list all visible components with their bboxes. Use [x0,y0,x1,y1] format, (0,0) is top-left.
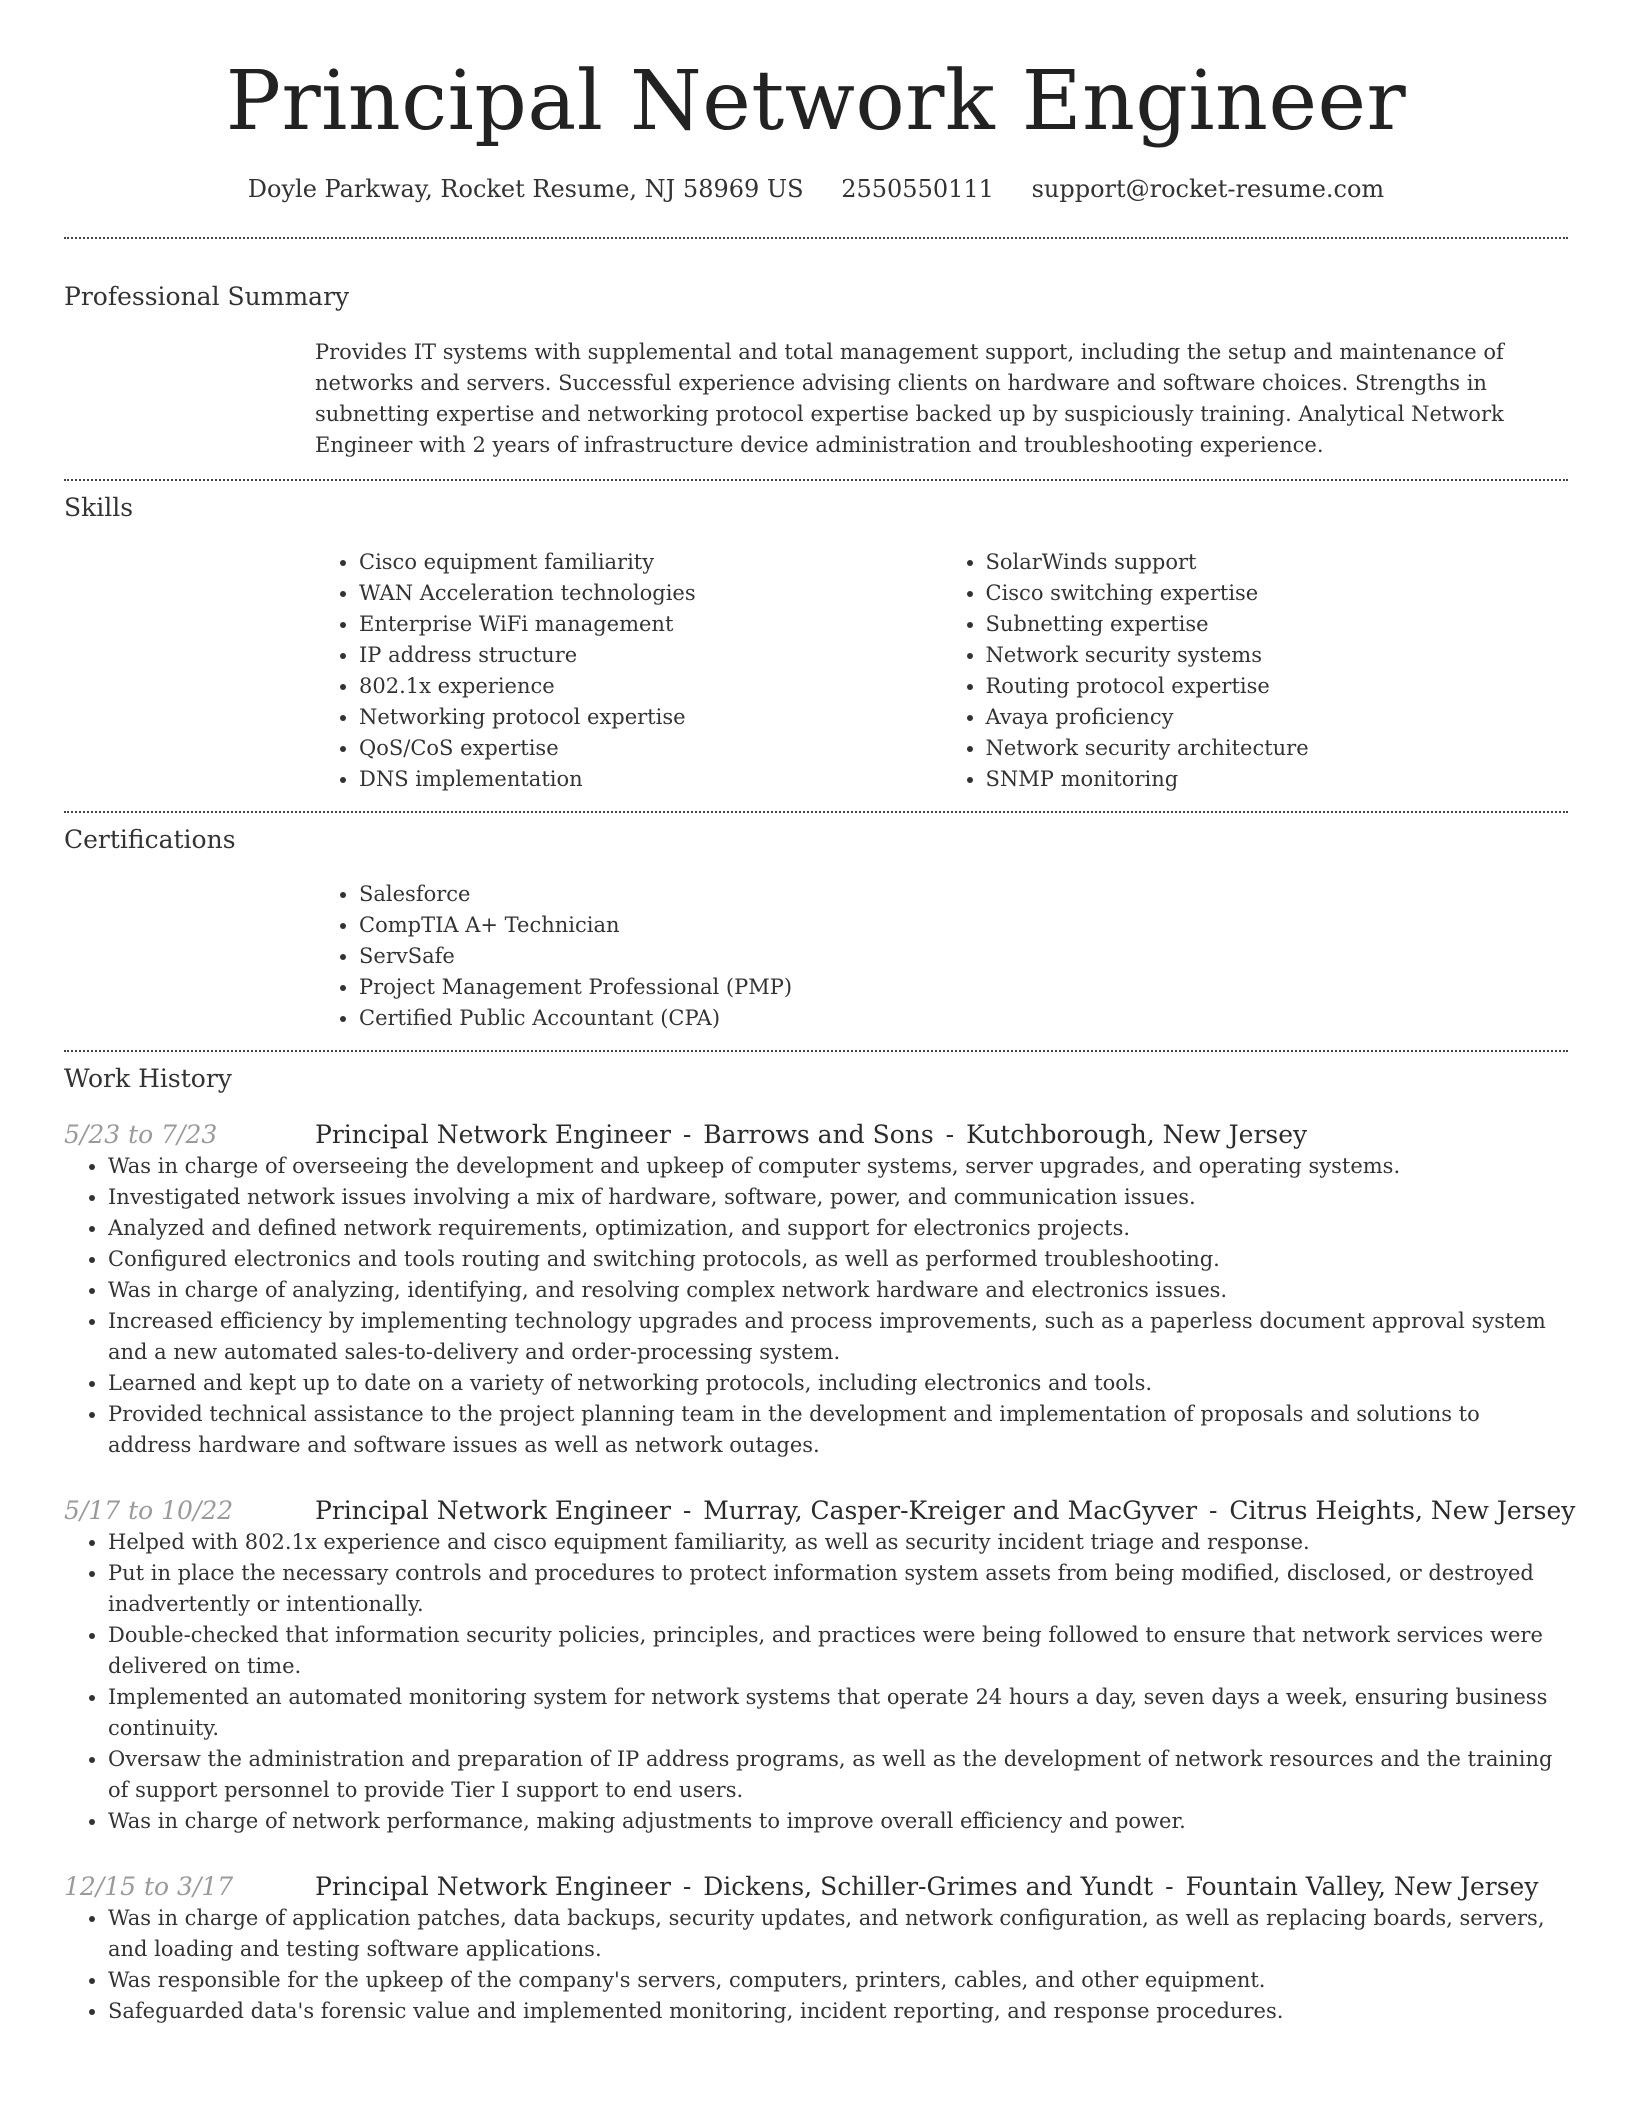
certification-item: • ServSafe [359,941,1568,972]
job-company: Dickens, Schiller-Grimes and Yundt [703,1872,1154,1901]
skill-item: • SolarWinds support [986,547,1569,578]
job-role: Principal Network Engineer [315,1120,671,1149]
job-bullet: • Was in charge of network performance, making adjustments to improve overall efficiency and power. [108,1806,1568,1837]
job-heading: Principal Network Engineer - Dickens, Schiller-Grimes and Yundt - Fountain Valley, New Jersey [315,1872,1539,1901]
job-entry [64,1495,1576,1837]
job-bullet: • Was responsible for the upkeep of the company's servers, computers, printers, cables, and other equipment. [108,1965,1568,1996]
job-bullet: • Implemented an automated monitoring system for network systems that operate 24 hours a day, seven days a week, ensuring business continuity. [108,1682,1568,1744]
section-divider [64,1050,1568,1052]
skill-item: • Subnetting expertise [986,609,1569,640]
summary-title: Professional Summary [64,282,350,311]
skills-list-right [942,547,1569,795]
job-entry [64,1871,1568,2027]
job-dates: 12/15 to 3/17 [64,1872,234,1901]
job-bullets [64,1903,1568,2027]
certifications-title: Certifications [64,825,236,854]
skills-section [64,493,1568,795]
certification-item: • Certified Public Accountant (CPA) [359,1003,1568,1034]
job-bullet: • Learned and kept up to date on a variety of networking protocols, including electronics and tools. [108,1368,1568,1399]
skill-item: • Cisco equipment familiarity [359,547,942,578]
skill-item: • IP address structure [359,640,942,671]
section-divider [64,479,1568,481]
job-bullet: • Safeguarded data's forensic value and implemented monitoring, incident reporting, and response procedures. [108,1996,1568,2027]
job-bullet: • Helped with 802.1x experience and cisco equipment familiarity, as well as security incident triage and response. [108,1527,1568,1558]
certification-item: • CompTIA A+ Technician [359,910,1568,941]
certification-item: • Salesforce [359,879,1568,910]
skill-item: • Network security systems [986,640,1569,671]
job-bullet: • Provided technical assistance to the project planning team in the development and implementation of proposals and solutions to address hardware and software issues as well as network outages. [108,1399,1568,1461]
skill-item: • Networking protocol expertise [359,702,942,733]
job-bullet: • Put in place the necessary controls and procedures to protect information system assets from being modified, disclosed, or destroyed inadvertently or intentionally. [108,1558,1568,1620]
job-location: Fountain Valley, New Jersey [1185,1872,1539,1901]
resume-name: Principal Network Engineer [225,54,1407,149]
certifications-list [315,879,1568,1034]
job-company: Barrows and Sons [703,1120,934,1149]
certifications-section [64,825,1568,1034]
skill-item: • WAN Acceleration technologies [359,578,942,609]
job-bullets [64,1151,1568,1461]
section-divider [64,811,1568,813]
job-role: Principal Network Engineer [315,1496,671,1525]
certification-item: • Project Management Professional (PMP) [359,972,1568,1003]
contact-address: Doyle Parkway, Rocket Resume, NJ 58969 US [247,175,804,203]
skills-list-left [315,547,942,795]
job-bullet: • Configured electronics and tools routing and switching protocols, as well as performed troubleshooting. [108,1244,1568,1275]
skill-item: • SNMP monitoring [986,764,1569,795]
job-dates: 5/23 to 7/23 [64,1120,218,1149]
job-bullets [64,1527,1568,1837]
contact-email: support@rocket-resume.com [1031,175,1385,203]
job-role: Principal Network Engineer [315,1872,671,1901]
skills-title: Skills [64,493,134,522]
job-dates: 5/17 to 10/22 [64,1496,234,1525]
job-bullet: • Analyzed and defined network requirements, optimization, and support for electronics projects. [108,1213,1568,1244]
resume-page [64,0,1576,2027]
skill-item: • Avaya proficiency [986,702,1569,733]
job-bullet: • Was in charge of analyzing, identifying, and resolving complex network hardware and electronics issues. [108,1275,1568,1306]
summary-text: Provides IT systems with supplemental and total management support, including the setup and maintenance of networks and servers. Successful experience advising clients on hardware and software choices. Strengths in subnetting expertise and networking protocol expertise backed up by suspiciously training. Analytical Network Engineer with 2 years of infrastructure device administration and troubleshooting experience. [315,340,1504,457]
skill-item: • 802.1x experience [359,671,942,702]
job-heading: Principal Network Engineer - Barrows and Sons - Kutchborough, New Jersey [315,1120,1308,1149]
skill-item: • DNS implementation [359,764,942,795]
section-divider [64,237,1568,239]
job-bullet: • Was in charge of application patches, data backups, security updates, and network configuration, as well as replacing boards, servers, and loading and testing software applications. [108,1903,1568,1965]
skill-item: • Network security architecture [986,733,1569,764]
skill-item: • Cisco switching expertise [986,578,1569,609]
skill-item: • Enterprise WiFi management [359,609,942,640]
job-bullet: • Investigated network issues involving a mix of hardware, software, power, and communication issues. [108,1182,1568,1213]
job-bullet: • Was in charge of overseeing the development and upkeep of computer systems, server upgrades, and operating systems. [108,1151,1568,1182]
job-heading: Principal Network Engineer - Murray, Casper-Kreiger and MacGyver - Citrus Heights, New Jersey [315,1496,1576,1525]
work-history-section [64,1064,1576,2027]
job-bullet: • Increased efficiency by implementing technology upgrades and process improvements, such as a paperless document approval system and a new automated sales-to-delivery and order-processing system. [108,1306,1568,1368]
work-history-title: Work History [64,1064,232,1093]
job-location: Kutchborough, New Jersey [966,1120,1308,1149]
job-bullet: • Double-checked that information security policies, principles, and practices were being followed to ensure that network services were delivered on time. [108,1620,1568,1682]
skill-item: • Routing protocol expertise [986,671,1569,702]
job-bullet: • Oversaw the administration and preparation of IP address programs, as well as the development of network resources and the training of support personnel to provide Tier I support to end users. [108,1744,1568,1806]
contact-line [64,174,1568,204]
skill-item: • QoS/CoS expertise [359,733,942,764]
summary-section [64,282,1568,461]
job-entry [64,1119,1568,1461]
contact-phone: 2550550111 [841,175,994,203]
job-location: Citrus Heights, New Jersey [1229,1496,1576,1525]
job-company: Murray, Casper-Kreiger and MacGyver [703,1496,1198,1525]
